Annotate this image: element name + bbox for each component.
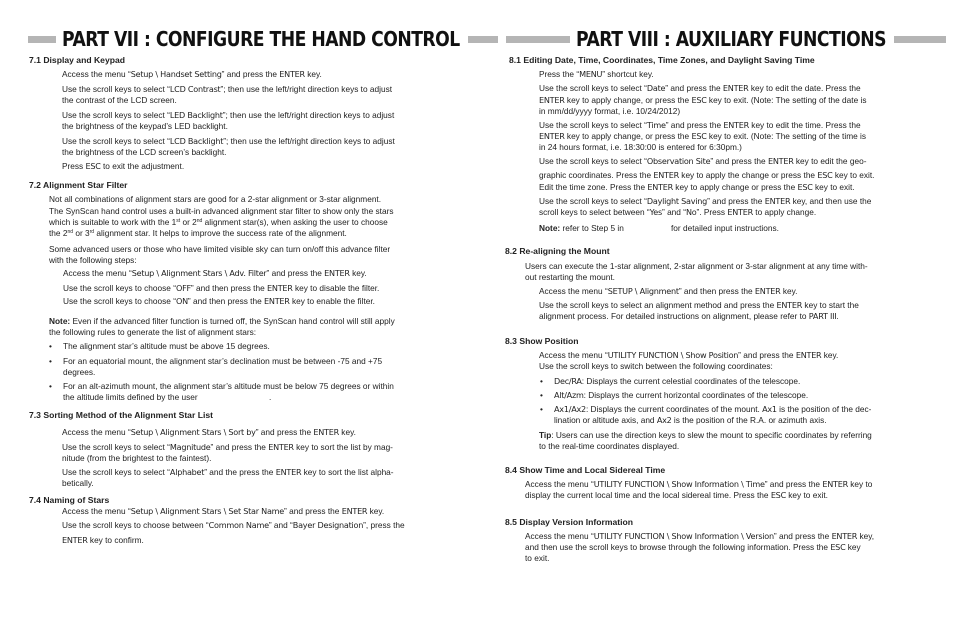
- text-line: in mm/dd/yyyy format, i.e. 10/24/2012): [539, 106, 681, 116]
- section-8-5-heading: 8.5 Display Version Information: [505, 517, 633, 527]
- heading-bar-left: [28, 36, 56, 43]
- text-line: the 2nd or 3rd alignment star. It helps to improve the success rate of the alignment.: [49, 228, 347, 238]
- heading-bar-left: [506, 36, 570, 43]
- text-line: Use the scroll keys to choose “ON” and then press the ENTER key to enable the filter.: [63, 296, 375, 306]
- text-line: Access the menu “Setup \ Alignment Stars \ Set Star Name” and press the ENTER key.: [62, 506, 385, 516]
- text-line: Use the scroll keys to select “Magnitude” and press the ENTER key to sort the list by mag-: [62, 442, 393, 452]
- text-line: with the following steps:: [49, 255, 137, 265]
- text-line: Note: Even if the advanced filter function is turned off, the SynScan hand control will still apply: [49, 316, 395, 326]
- part-vii-title: PART VII : CONFIGURE THE HAND CONTROL: [62, 27, 460, 51]
- text-line: The SynScan hand control uses a built-in advanced alignment star filter to show only the stars: [49, 206, 394, 216]
- bullet-icon: •: [49, 381, 52, 391]
- text-line: Access the menu “UTILITY FUNCTION \ Show Information \ Version” and press the ENTER key,: [525, 531, 875, 541]
- text-line: the brightness of the LCD screen’s backlight.: [62, 147, 227, 157]
- section-7-4-heading: 7.4 Naming of Stars: [29, 495, 110, 505]
- text-line: betically.: [62, 478, 94, 488]
- section-8-2-heading: 8.2 Re-aligning the Mount: [505, 246, 610, 256]
- text-line: Use the scroll keys to choose “OFF” and then press the ENTER key to disable the filter.: [63, 283, 380, 293]
- text-line: Access the menu “UTILITY FUNCTION \ Show Information \ Time” and press the ENTER key to: [525, 479, 873, 489]
- list-item-end: .: [269, 392, 272, 402]
- text-line: scroll keys to select between “Yes” and “No”. Press ENTER to apply change.: [539, 207, 817, 217]
- text-line: and then use the scroll keys to browse through the following information. Press the ESC key: [525, 542, 861, 552]
- heading-bar-right: [894, 36, 946, 43]
- text-line: Access the menu “SETUP \ Alignment” and then press the ENTER key.: [539, 286, 798, 296]
- list-item: For an equatorial mount, the alignment star’s declination must be between -75 and +75: [63, 356, 383, 366]
- section-8-1-heading: 8.1 Editing Date, Time, Coordinates, Time Zones, and Daylight Saving Time: [509, 55, 815, 65]
- text-line: Use the scroll keys to select “LCD Contrast”; then use the left/right direction keys to adjust: [62, 84, 393, 94]
- text-line: the brightness of the keypad’s LED backlight.: [62, 121, 228, 131]
- text-line: Use the scroll keys to select “Date” and press the ENTER key to edit the date. Press the: [539, 83, 861, 93]
- tip-line: Tip: Users can use the direction keys to slew the mount to specific coordinates by referring: [539, 430, 872, 440]
- heading-bar-right: [468, 36, 498, 43]
- bullet-icon: •: [49, 356, 52, 366]
- bullet-icon: •: [540, 390, 543, 400]
- bullet-icon: •: [540, 376, 543, 386]
- text-line: Use the scroll keys to select an alignment method and press the ENTER key to start the: [539, 300, 859, 310]
- list-item: lination or altitude axis, and Ax2 is the position of the R.A. or azimuth axis.: [554, 415, 827, 425]
- section-7-1-heading: 7.1 Display and Keypad: [29, 55, 125, 65]
- section-8-4-heading: 8.4 Show Time and Local Sidereal Time: [505, 465, 666, 475]
- text-line: Some advanced users or those who have limited visible sky can turn on/off this advance filter: [49, 244, 391, 254]
- list-item: The alignment star’s altitude must be above 15 degrees.: [63, 341, 270, 351]
- part-viii-title: PART VIII : AUXILIARY FUNCTIONS: [576, 27, 887, 51]
- text-line: Use the scroll keys to select “Daylight Saving” and press the ENTER key, and then use the: [539, 196, 872, 206]
- text-line: Users can execute the 1-star alignment, 2-star alignment or 3-star alignment at any time with-: [525, 261, 868, 271]
- text-line: the contrast of the LCD screen.: [62, 95, 177, 105]
- text-line: Note: refer to Step 5 in: [539, 223, 624, 233]
- text-line: Use the scroll keys to select “LCD Backlight”; then use the left/right direction keys to adjust: [62, 136, 395, 146]
- list-item: Dec/RA: Displays the current celestial coordinates of the telescope.: [554, 376, 801, 386]
- text-line: which is suitable to work with the 1st or 2nd alignment star(s), when asking the user to choose: [49, 217, 388, 227]
- part-viii-header: [506, 26, 946, 52]
- list-item: the altitude limits defined by the user: [63, 392, 198, 402]
- list-item: For an alt-azimuth mount, the alignment star’s altitude must be below 75 degrees or within: [63, 381, 394, 391]
- list-item: Alt/Azm: Displays the current horizontal coordinates of the telescope.: [554, 390, 809, 400]
- text-line: display the current local time and the local sidereal time. Press the ESC key to exit.: [525, 490, 828, 500]
- text-line: Access the menu “Setup \ Handset Setting” and press the ENTER key.: [62, 69, 322, 79]
- bullet-icon: •: [540, 404, 543, 414]
- tip-line: to the real-time coordinates displayed.: [539, 441, 680, 451]
- text-line: Access the menu “Setup \ Alignment Stars \ Sort by” and press the ENTER key.: [62, 427, 356, 437]
- text-line: Press the “MENU” shortcut key.: [539, 69, 654, 79]
- text-line: Not all combinations of alignment stars are good for a 2-star alignment or 3-star alignment.: [49, 194, 382, 204]
- text-line: to exit.: [525, 553, 550, 563]
- list-item: degrees.: [63, 367, 96, 377]
- text-line: ENTER key to confirm.: [62, 535, 144, 545]
- text-line: Edit the time zone. Press the ENTER key to apply change or press the ESC key to exit.: [539, 182, 855, 192]
- text-line: Use the scroll keys to switch between the following coordinates:: [539, 361, 773, 371]
- text-line: nitude (from the brightest to the faintest).: [62, 453, 212, 463]
- section-8-3-heading: 8.3 Show Position: [505, 336, 579, 346]
- text-line: for detailed input instructions.: [671, 223, 779, 233]
- text-line: Use the scroll keys to select “LED Backlight”; then use the left/right direction keys to adjust: [62, 110, 395, 120]
- text-line: Use the scroll keys to select “Alphabet” and the press the ENTER key to sort the list alpha-: [62, 467, 394, 477]
- text-line: Use the scroll keys to select “Observation Site” and press the ENTER key to edit the geo-: [539, 156, 867, 166]
- text-line: Access the menu “Setup \ Alignment Stars \ Adv. Filter” and press the ENTER key.: [63, 268, 367, 278]
- list-item: Ax1/Ax2: Displays the current coordinates of the mount. Ax1 is the position of the dec-: [554, 404, 872, 414]
- text-line: Use the scroll keys to choose between “Common Name” and “Bayer Designation”, press the: [62, 520, 405, 530]
- text-line: Press ESC to exit the adjustment.: [62, 161, 185, 171]
- text-line: Use the scroll keys to select “Time” and press the ENTER key to edit the time. Press the: [539, 120, 861, 130]
- section-7-2-heading: 7.2 Alignment Star Filter: [29, 180, 128, 190]
- text-line: alignment process. For detailed instructions on alignment, please refer to PART III.: [539, 311, 839, 321]
- text-line: the following rules to generate the list of alignment stars:: [49, 327, 257, 337]
- text-line: out restarting the mount.: [525, 272, 615, 282]
- text-line: Access the menu “UTILITY FUNCTION \ Show Position” and press the ENTER key.: [539, 350, 839, 360]
- text-line: ENTER key to apply change, or press the ESC key to exit. (Note: The setting of the date is: [539, 95, 867, 105]
- text-line: graphic coordinates. Press the ENTER key to apply the change or press the ESC key to exit.: [539, 170, 875, 180]
- part-vii-header: [28, 26, 498, 52]
- text-line: in 24 hours format, i.e. 18:30:00 is entered for 6:30pm.): [539, 142, 742, 152]
- section-7-3-heading: 7.3 Sorting Method of the Alignment Star List: [29, 410, 213, 420]
- text-line: ENTER key to apply change, or press the ESC key to exit. (Note: The setting of the time is: [539, 131, 867, 141]
- bullet-icon: •: [49, 341, 52, 351]
